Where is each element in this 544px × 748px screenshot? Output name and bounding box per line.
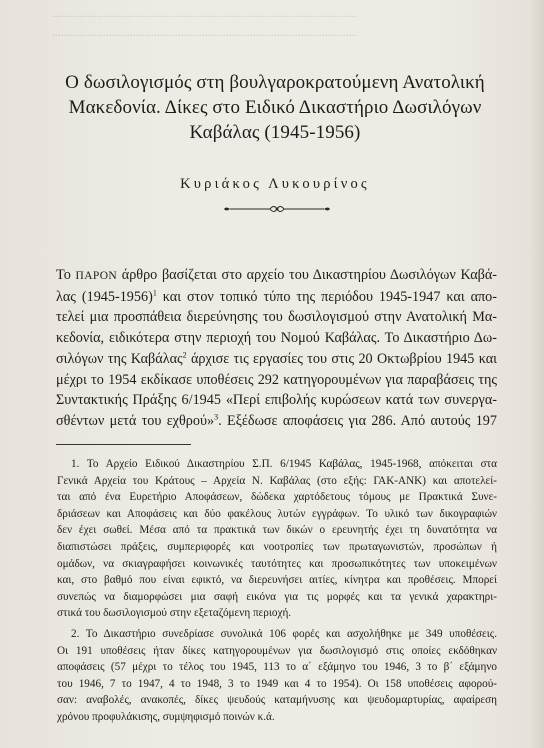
- body-text-span: και στον τοπικό τύπο της περιόδου 1945-1947 και απο-: [156, 288, 497, 305]
- footnote-2-line: σαν: αναβολές, ανακοπές, δίκες ψευδούς καταμήνυσης και ψευδομαρτυρίας, αφαίρεση: [57, 694, 497, 707]
- footnote-ref-3[interactable]: 3: [214, 412, 219, 422]
- body-paragraph: [56, 265, 497, 432]
- body-line: [56, 411, 497, 432]
- body-line: [56, 265, 497, 287]
- body-line: [56, 287, 497, 308]
- footnote-1-line: και, στο βαθμό που είναι εφικτό, να διερευνήσει αιτίες, κίνητρα και προθέσεις. Μπορεί: [57, 574, 497, 587]
- footnote-2-line: Οι 191 υποθέσεις ήταν δίκες κατηγορουμένων για δωσιλογισμό στις οποίες εκδόθηκαν: [57, 644, 497, 657]
- footnote-1-line: ομάδων, να σκιαγραφήσει κοινωνικές ταυτότητες και προσωπικότητες των υποκειμένων: [57, 557, 497, 570]
- title-line: Μακεδονία. Δίκες στο Ειδικό Δικαστήριο Δωσιλόγων: [68, 97, 482, 118]
- article-title: [60, 70, 490, 145]
- body-line: τελεί μια προσπάθεια διερεύνησης του δωσιλογισμού στην Ανατολική Μα-: [56, 309, 497, 326]
- body-text-span: Το: [56, 267, 71, 283]
- title-line: Ο δωσιλογισμός στη βουλγαροκρατούμενη Ανατολική: [65, 72, 485, 93]
- footnote-1-line: δεν έχει σωθεί. Μέσα από τα πρακτικά των δικών ο ερευνητής έχει τη δυνατότητα να: [57, 524, 497, 537]
- footnote-ref-2[interactable]: 2: [182, 350, 187, 360]
- body-line: [56, 349, 497, 370]
- footnote-2-line: του 1946, 7 το 1947, 4 το 1948, 3 το 1949 και 4 το 1954). Οι 158 υποθέσεις αφορού-: [57, 677, 497, 690]
- author-name: Κυριάκος Λυκουρίνος: [180, 176, 370, 192]
- body-text-span: άρθρο βασίζεται στο αρχείο του Δικαστηρίου Δωσιλόγων Καβά-: [121, 267, 497, 283]
- body-text-span: σιλόγων της Καβάλας: [56, 350, 183, 367]
- footnote-1-line: διαπιστώσει πράξεις, συμπεριφορές και νοοτροπίες των πρωταγωνιστών, προσώπων ή: [57, 540, 497, 553]
- body-text-span: . Εξέδωσε αποφάσεις για 286. Από αυτούς 197: [218, 412, 497, 429]
- bleed-through-text: [52, 4, 532, 46]
- bleed-through-line: ......................................................................................................: [52, 25, 358, 39]
- footnote-2-line: χρόνου προφυλάκισης, συμψηφισμό ποινών κ.ά.: [57, 710, 275, 723]
- body-text-span: άρχισε τις εργασίες του στις 20 Οκτωβρίου 1945 και: [186, 350, 497, 367]
- footnotes: [57, 456, 497, 726]
- footnote-1-line: ται από ένα Ευρετήριο Αποφάσεων, δώδεκα χαρτόδετους τόμους με Πρακτικά Συνε-: [57, 491, 497, 504]
- body-line: Συντακτικής Πράξης 6/1945 «Περί επιβολής κυρώσεων κατά των συνεργα-: [56, 392, 497, 409]
- ornament-divider-icon: [222, 200, 332, 218]
- body-text-span: λας (1945-1956): [56, 288, 153, 305]
- footnote-2-line: 2. Το Δικαστήριο συνεδρίασε συνολικά 106 φορές και ασχολήθηκε με 349 υποθέσεις.: [71, 627, 497, 640]
- footnote-2-line: αποφάσεις (57 μέχρι το τέλος του 1945, 113 το α΄ εξάμηνο του 1946, 3 το β΄ εξάμηνο: [57, 661, 497, 674]
- body-line: κεδονία, ειδικότερα στην περιοχή του Νομού Καβάλας. Το Δικαστήριο Δω-: [56, 330, 497, 347]
- footnote-1-line: δριάσεων και Αποφάσεις και δύο φακέλους λυτών εγγράφων. Το υλικό των δικογραφιών: [57, 507, 497, 520]
- footnote-1-line: στικά του δωσιλογισμού στην εξεταζόμενη περιοχή.: [57, 607, 292, 620]
- footnote-ref-1[interactable]: 1: [152, 287, 157, 297]
- footnote-1-line: συνεπώς να διαμορφώσει μια σαφή εικόνα για τις μορφές και τα γενικά χαρακτηρι-: [57, 590, 497, 603]
- footnote-separator: [56, 444, 191, 445]
- small-caps-word: ΠΑΡΟΝ: [75, 270, 118, 282]
- body-text-span: σθέντων μετά του εχθρού»: [56, 412, 215, 429]
- footnote-1-line: Γενικά Αρχεία του Κράτους – Αρχεία Ν. Καβάλας (στο εξής: ΓΑΚ-ΑΝΚ) και αποτελεί-: [57, 474, 497, 487]
- title-line: Καβάλας (1945-1956): [189, 122, 361, 143]
- page-edge-shadow: [530, 0, 544, 748]
- body-line: μέχρι το 1954 εκδίκασε υποθέσεις 292 κατηγορουμένων για παραβάσεις της: [56, 371, 497, 388]
- footnote-1-line: 1. Το Αρχείο Ειδικού Δικαστηρίου Σ.Π. 6/1945 Καβάλας, 1945-1968, απόκειται στα: [71, 458, 497, 470]
- bleed-through-line: ......................................................................................................: [52, 6, 358, 20]
